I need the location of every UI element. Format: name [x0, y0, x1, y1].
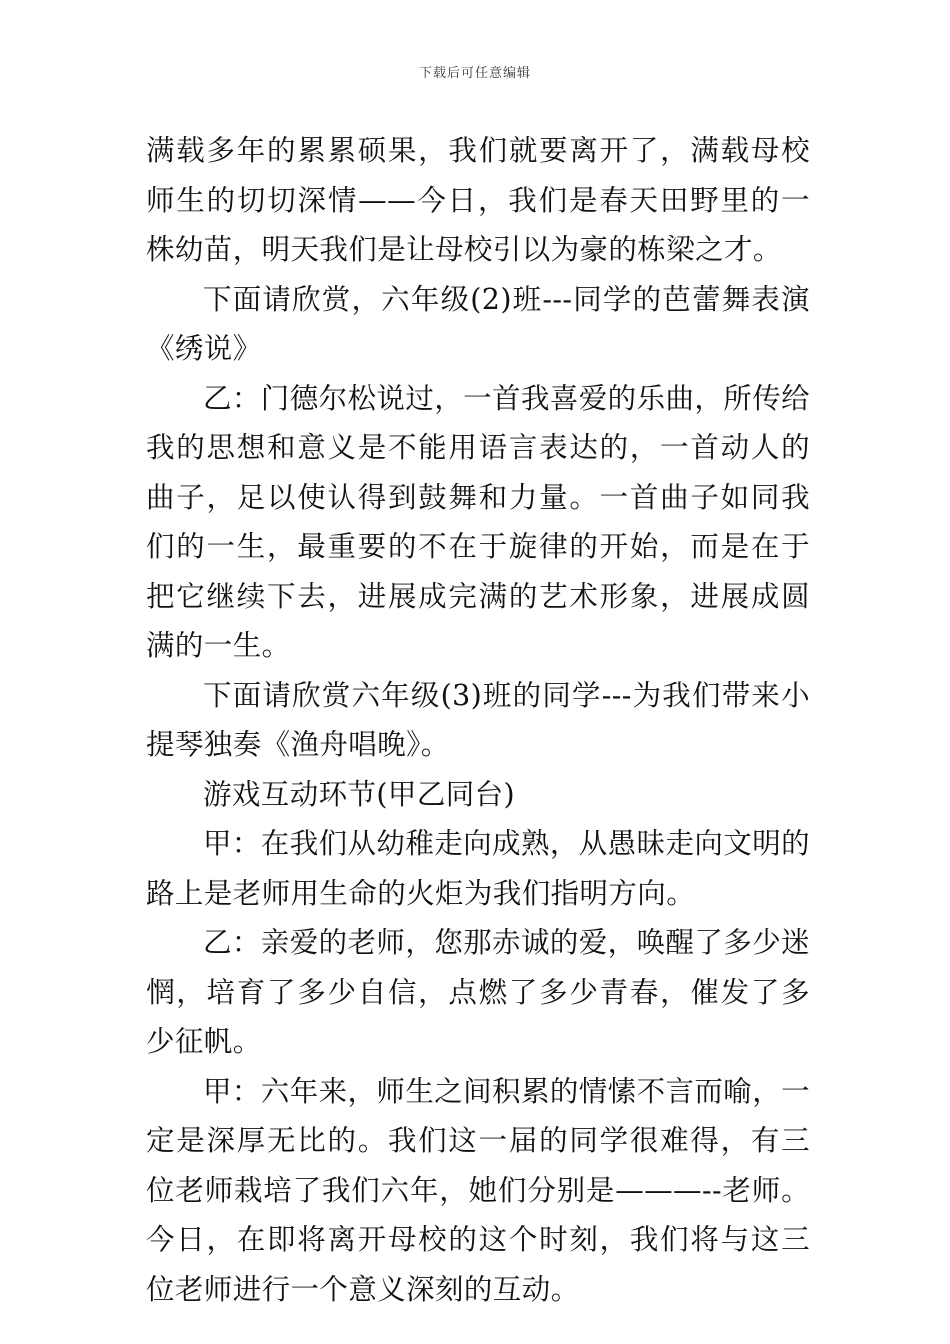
page-header-note: 下载后可任意编辑 — [418, 66, 531, 81]
paragraph-5: 游戏互动环节(甲乙同台) — [203, 777, 516, 811]
paragraph-8: 甲：六年来，师生之间积累的情愫不言而喻，一定是深厚无比的。我们这一届的同学很难得，有三位老师栽培了我们六年，她们分别是———--老师。今日，在即将离开母校的这个时刻，我们将与这三位老师进行一个意义深刻的互动。 — [146, 1074, 810, 1306]
document-body — [146, 126, 810, 1314]
paragraph-2: 下面请欣赏，六年级(2)班---同学的芭蕾舞表演《绣说》 — [146, 282, 810, 365]
paragraph-3: 乙：门德尔松说过，一首我喜爱的乐曲，所传给我的思想和意义是不能用语言表达的，一首动人的曲子，足以使认得到鼓舞和力量。一首曲子如同我们的一生，最重要的不在于旋律的开始，而是在于把它继续下去，进展成完满的艺术形象，进展成圆满的一生。 — [146, 381, 810, 662]
paragraph-6: 甲：在我们从幼稚走向成熟，从愚昧走向文明的路上是老师用生命的火炬为我们指明方向。 — [146, 827, 810, 910]
paragraph-7: 乙：亲爱的老师，您那赤诚的爱，唤醒了多少迷惘，培育了多少自信，点燃了多少青春，催发了多少征帆。 — [146, 926, 810, 1058]
paragraph-1: 满载多年的累累硕果，我们就要离开了，满载母校师生的切切深情——今日，我们是春天田野里的一株幼苗，明天我们是让母校引以为豪的栋梁之才。 — [146, 134, 810, 266]
paragraph-4: 下面请欣赏六年级(3)班的同学---为我们带来小提琴独奏《渔舟唱晚》。 — [146, 678, 810, 761]
